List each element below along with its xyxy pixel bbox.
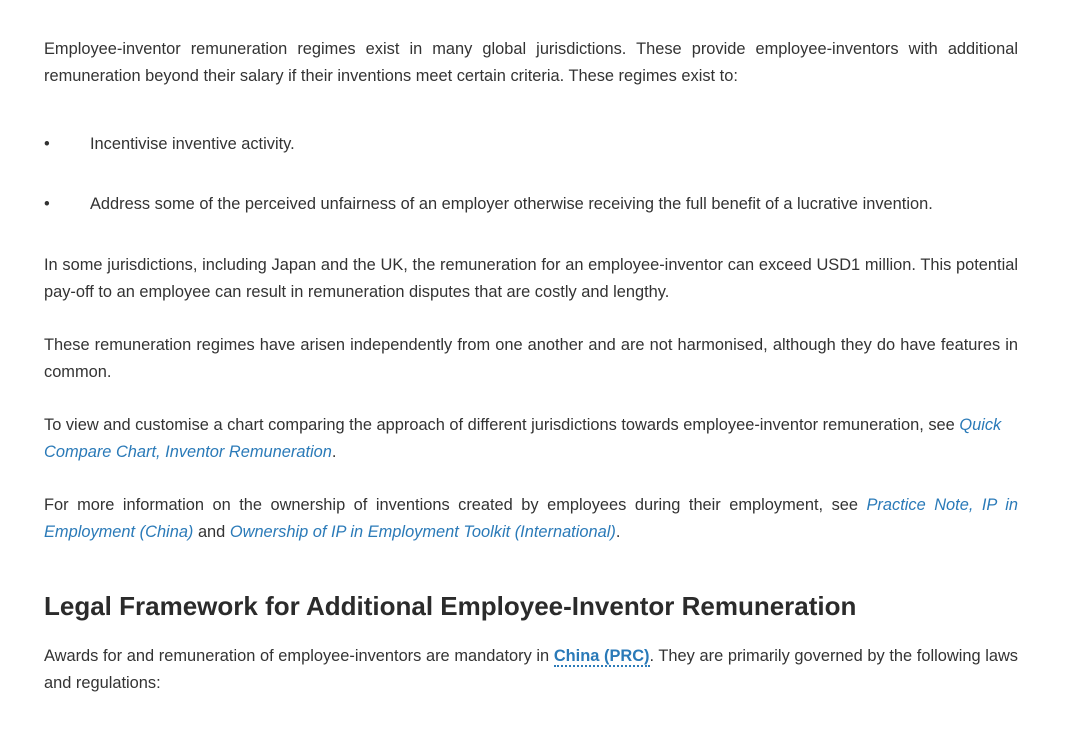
list-item-text: Incentivise inventive activity. [90, 135, 295, 153]
bullet-marker: • [44, 135, 50, 153]
article-body [44, 36, 1018, 697]
legal-framework-text-end: . They are primarily governed by the following laws and regulations: [44, 647, 1019, 692]
ownership-ip-toolkit-link[interactable]: Ownership of IP in Employment Toolkit (International) [229, 523, 616, 541]
legal-framework-paragraph [44, 643, 1018, 697]
list-item [44, 131, 1018, 158]
ownership-paragraph-text: For more information on the ownership of inventions created by employees during their employment, see [44, 496, 867, 514]
ownership-paragraph-end: . [615, 523, 621, 541]
legal-framework-text: Awards for and remuneration of employee-inventors are mandatory in [44, 647, 554, 665]
section-heading: Legal Framework for Additional Employee-Inventor Remuneration [44, 591, 857, 621]
ownership-paragraph [44, 492, 1018, 546]
list-item [44, 191, 1018, 218]
chart-paragraph-end: . [331, 443, 337, 461]
intro-paragraph: Employee-inventor remuneration regimes exist in many global jurisdictions. These provide employee-inventors with additional remuneration beyond their salary if their inventions meet certain criteria. These regimes exist to: [44, 40, 1018, 85]
chart-paragraph [44, 412, 1018, 466]
ownership-paragraph-and: and [193, 523, 230, 541]
list-item-text: Address some of the perceived unfairness of an employer otherwise receiving the full benefit of a lucrative invention. [90, 195, 933, 213]
regimes-paragraph: These remuneration regimes have arisen independently from one another and are not harmonised, although they do have features in common. [44, 336, 1018, 381]
bullet-marker: • [44, 195, 50, 213]
jurisdictions-paragraph: In some jurisdictions, including Japan and the UK, the remuneration for an employee-inventor can exceed USD1 million. This potential pay-off to an employee can result in remuneration disputes that are costly and lengthy. [44, 256, 1018, 301]
chart-paragraph-text: To view and customise a chart comparing the approach of different jurisdictions towards employee-inventor remuneration, see [44, 416, 960, 434]
china-prc-link[interactable]: China (PRC) [553, 647, 650, 665]
quick-compare-chart-link[interactable]: Quick Compare Chart, Inventor Remuneration [44, 416, 1002, 461]
practice-note-ip-employment-china-link[interactable]: Practice Note, IP in Employment (China) [44, 496, 1018, 541]
